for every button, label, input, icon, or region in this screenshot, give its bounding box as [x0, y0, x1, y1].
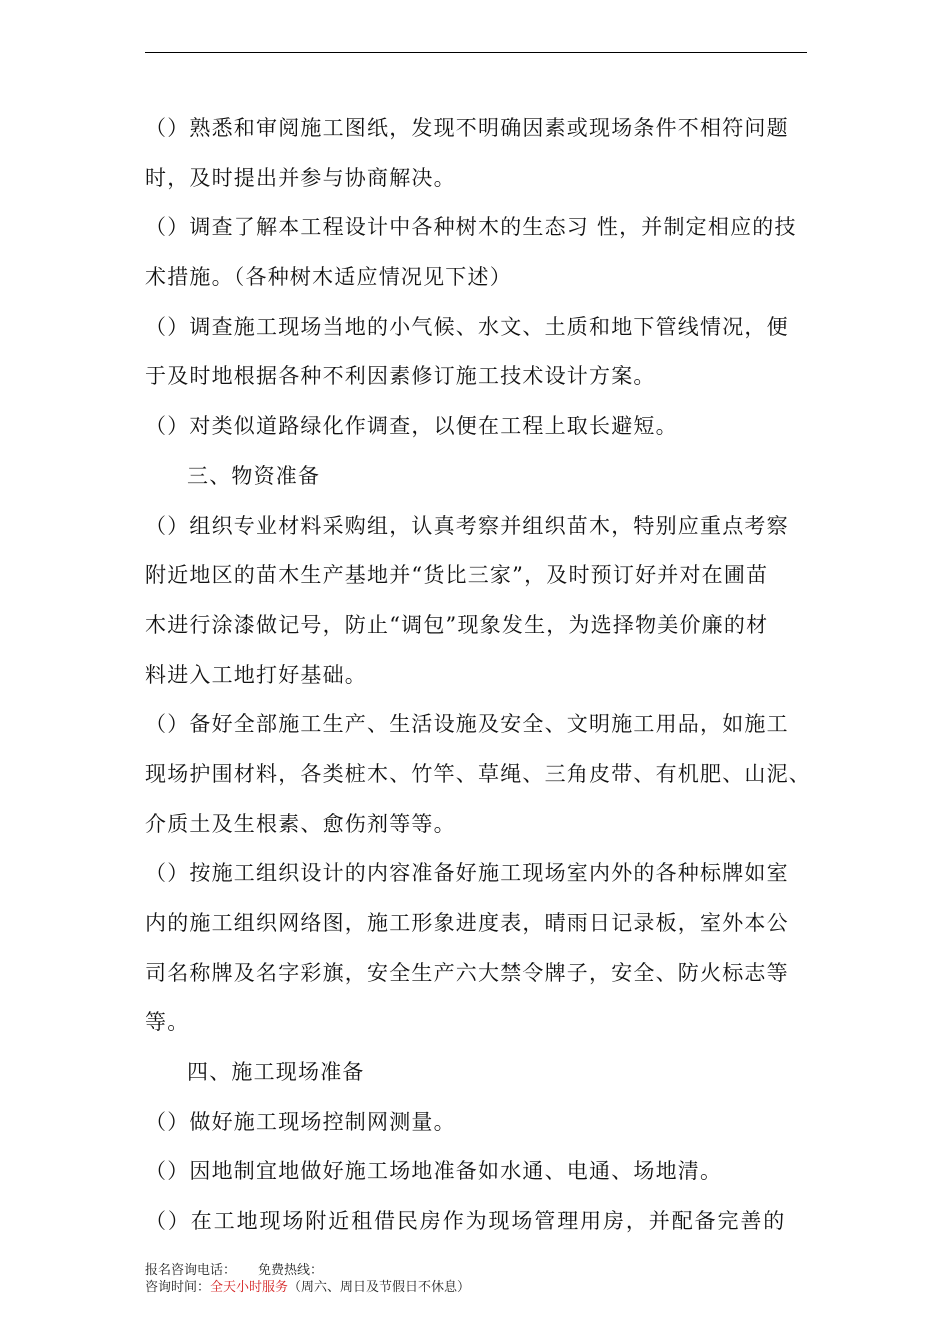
text-line: 附近地区的苗木生产基地并“货比三家”，及时预订好并对在圃苗 — [145, 563, 769, 588]
text-line: （）按施工组织设计的内容准备好施工现场室内外的各种标牌如室 — [145, 861, 789, 886]
text-line: （）因地制宜地做好施工场地准备如水通、电通、场地清。 — [145, 1159, 723, 1184]
page-footer — [145, 1262, 470, 1296]
footer-hours-line — [145, 1279, 470, 1296]
text-line: 司名称牌及名字彩旗，安全生产六大禁令牌子，安全、防火标志等 — [145, 960, 789, 985]
hours-highlight: 全天小时服务 — [210, 1280, 289, 1295]
phone-label: 报名咨询电话： — [145, 1263, 237, 1278]
text-line: 木进行涂漆做记号，防止“调包”现象发生，为选择物美价廉的材 — [145, 612, 769, 637]
text-line: （）对类似道路绿化作调查，以便在工程上取长避短。 — [145, 414, 678, 439]
text-line: 于及时地根据各种不利因素修订施工技术设计方案。 — [145, 364, 656, 389]
text-line: 现场护围材料，各类桩木、竹竿、草绳、三角皮带、有机肥、山泥、 — [145, 761, 811, 786]
footer-contact-line — [145, 1262, 470, 1279]
text-line: （）备好全部施工生产、生活设施及安全、文明施工用品，如施工 — [145, 712, 789, 737]
text-line: 时，及时提出并参与协商解决。 — [145, 165, 456, 190]
hours-note: （周六、周日及节假日不休息） — [288, 1280, 471, 1295]
section-heading: 四、施工现场准备 — [187, 1060, 365, 1085]
text-line: 介质土及生根素、愈伤剂等等。 — [145, 811, 456, 836]
text-line: （）调查了解本工程设计中各种树木的生态习 性，并制定相应的技 — [145, 215, 797, 240]
text-line: （）熟悉和审阅施工图纸，发现不明确因素或现场条件不相符问题 — [145, 116, 789, 140]
hours-label: 咨询时间： — [145, 1280, 211, 1295]
text-line: 术措施。（各种树木适应情况见下述） — [145, 265, 512, 290]
header-rule — [145, 52, 807, 53]
section-heading: 三、物资准备 — [187, 463, 321, 488]
hotline-label: 免费热线： — [258, 1263, 324, 1278]
text-line: （）在工地现场附近租借民房作为现场管理用房，并配备完善的 — [145, 1209, 787, 1234]
text-line: （）做好施工现场控制网测量。 — [145, 1109, 456, 1134]
text-line: （）组织专业材料采购组，认真考察并组织苗木，特别应重点考察 — [145, 513, 789, 538]
text-line: 等。 — [145, 1010, 190, 1035]
text-line: （）调查施工现场当地的小气候、水文、土质和地下管线情况，便 — [145, 314, 789, 339]
text-line: 内的施工组织网络图，施工形象进度表，晴雨日记录板，室外本公 — [145, 911, 789, 935]
document-body — [145, 104, 811, 1247]
text-line: 料进入工地打好基础。 — [145, 662, 367, 687]
